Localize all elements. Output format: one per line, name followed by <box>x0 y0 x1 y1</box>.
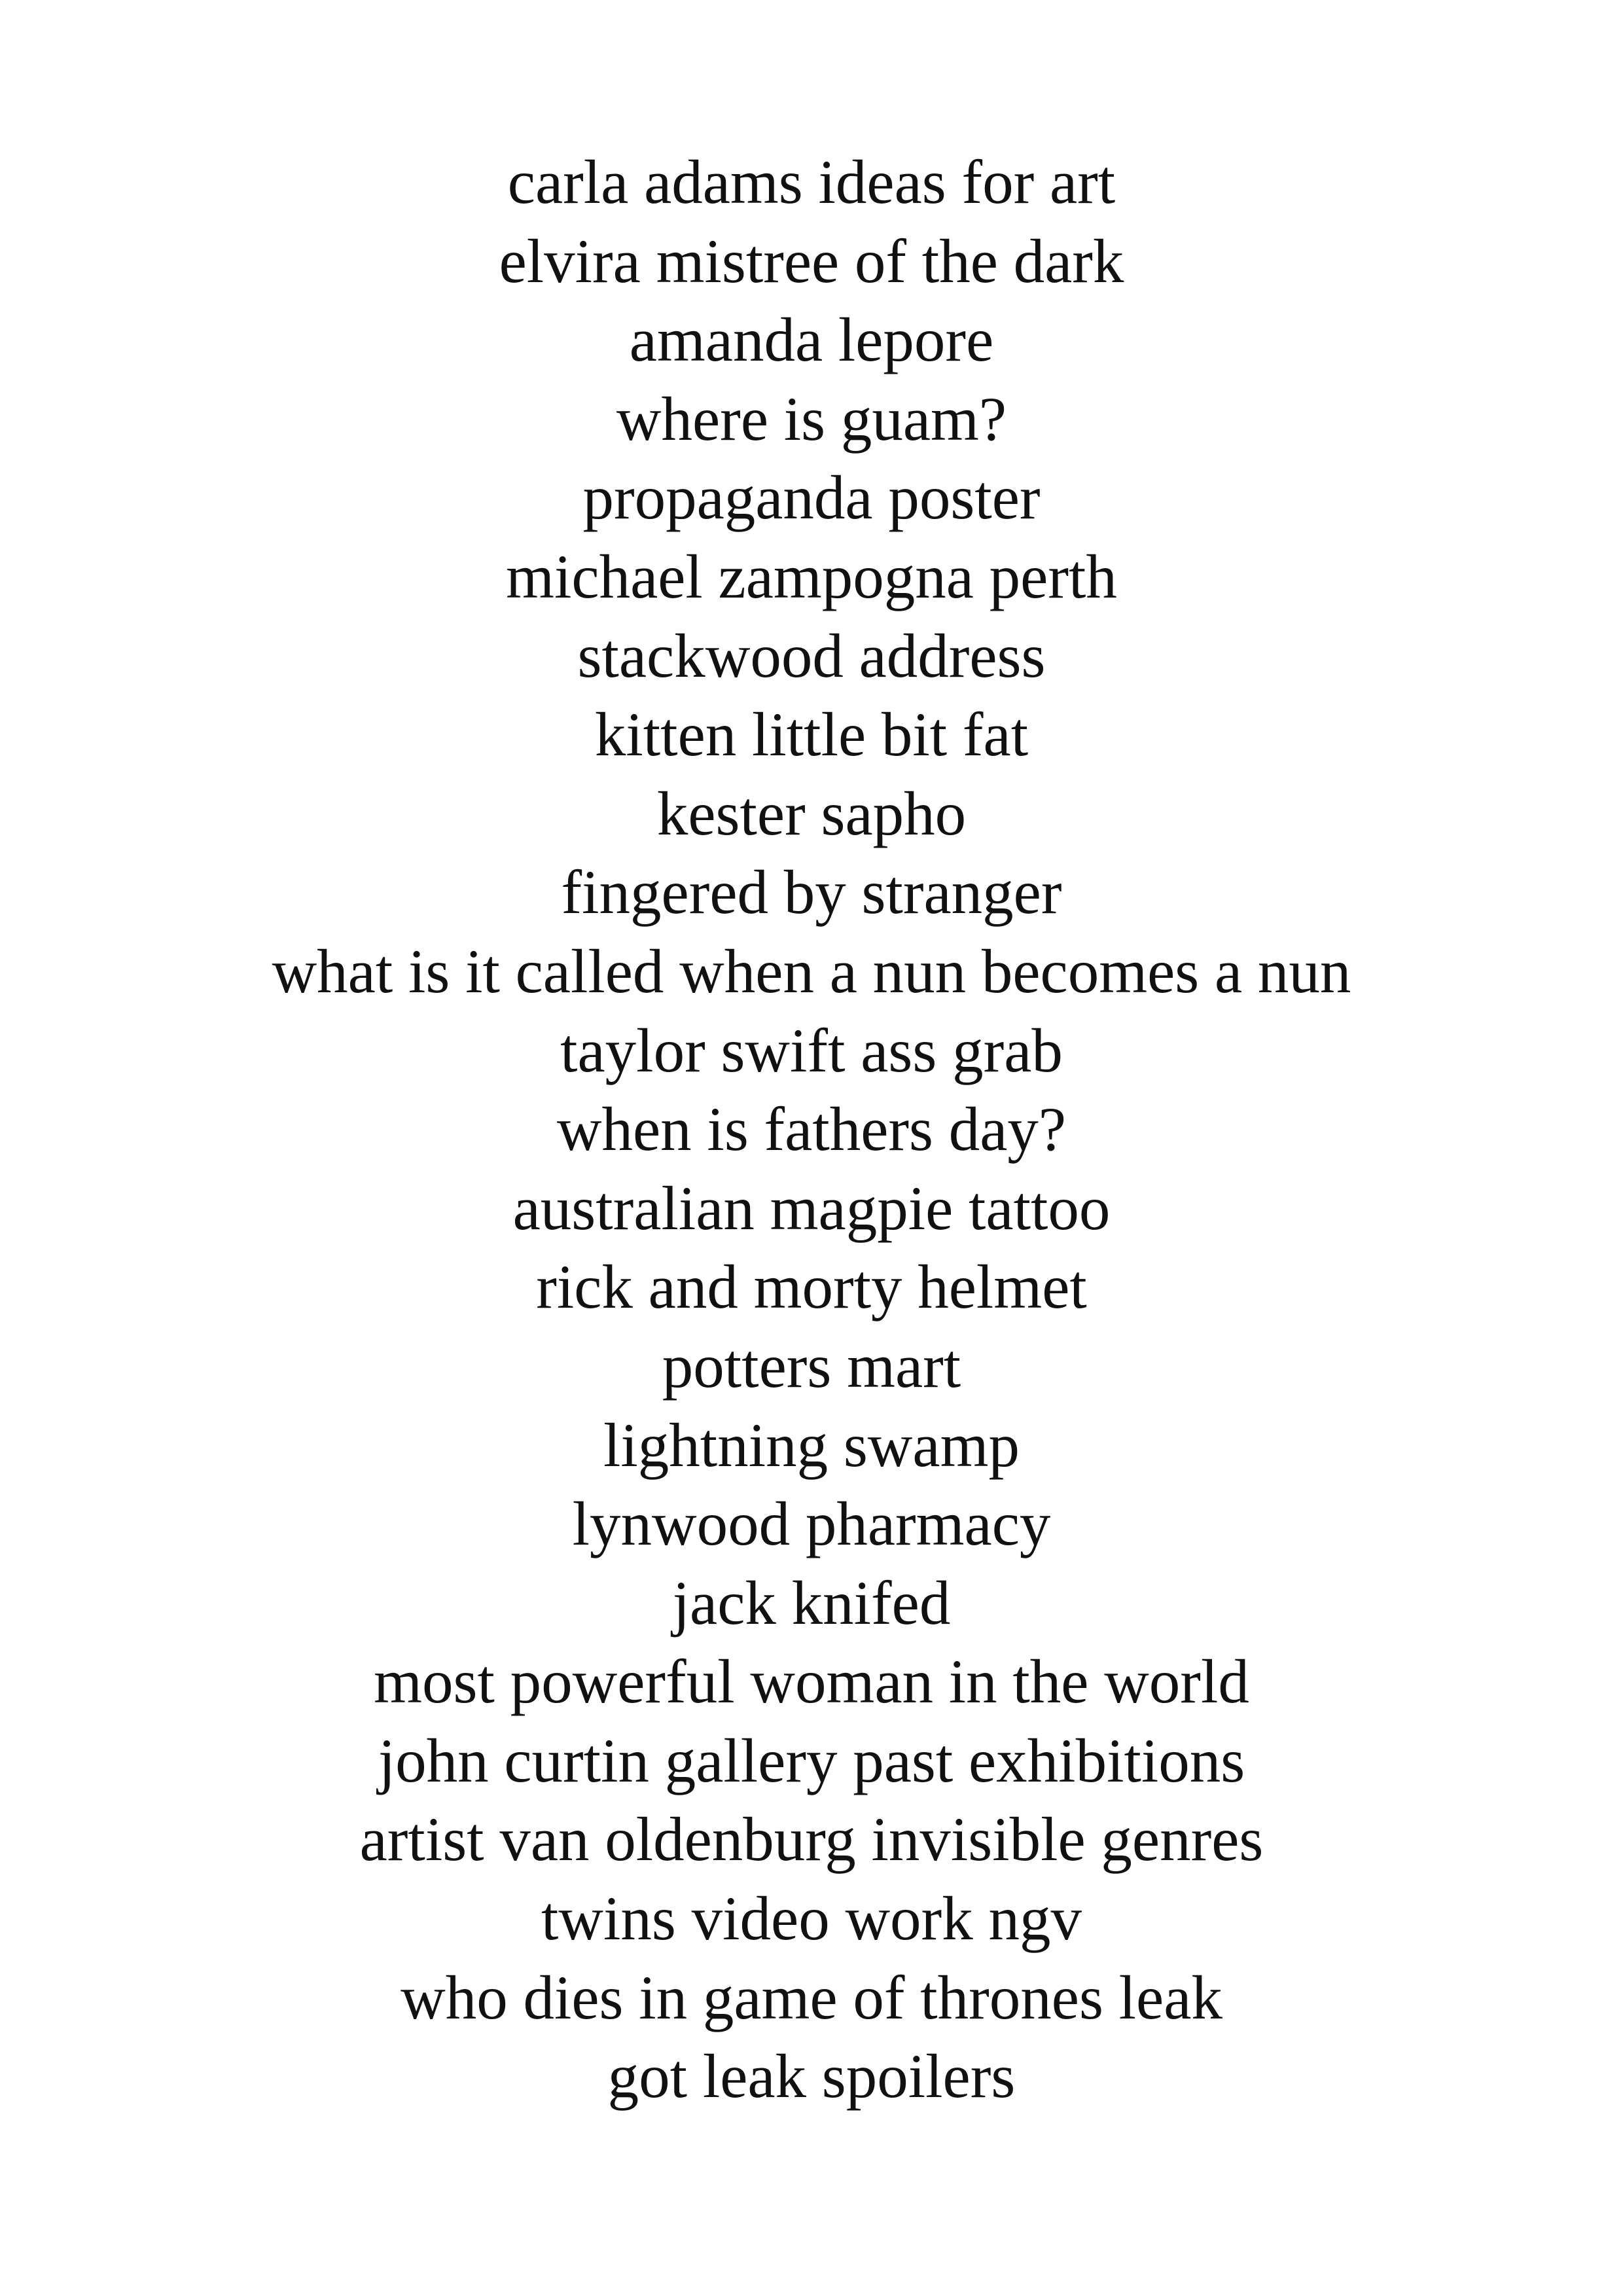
text-line: kester sapho <box>656 778 967 848</box>
text-line: fingered by stranger <box>561 857 1062 927</box>
text-line: john curtin gallery past exhibitions <box>378 1725 1245 1795</box>
text-line: rick and morty helmet <box>536 1252 1087 1322</box>
text-line: propaganda poster <box>582 463 1041 533</box>
text-line: when is fathers day? <box>556 1094 1067 1164</box>
text-line: kitten little bit fat <box>594 700 1029 770</box>
text-line: lightning swamp <box>603 1410 1020 1480</box>
text-line: taylor swift ass grab <box>560 1015 1063 1085</box>
text-line: most powerful woman in the world <box>374 1647 1249 1717</box>
text-line: lynwood pharmacy <box>572 1489 1051 1559</box>
text-line: jack knifed <box>672 1568 951 1638</box>
text-line: elvira mistree of the dark <box>499 226 1124 296</box>
text-line: got leak spoilers <box>607 2041 1016 2111</box>
text-line: stackwood address <box>577 620 1046 691</box>
text-line: amanda lepore <box>629 305 994 375</box>
text-line: twins video work ngv <box>541 1884 1082 1954</box>
search-term-list <box>0 143 1623 2116</box>
text-line: australian magpie tattoo <box>512 1173 1111 1243</box>
text-line: carla adams ideas for art <box>507 147 1116 217</box>
text-line: who dies in game of thrones leak <box>401 1962 1222 2032</box>
text-line: artist van oldenburg invisible genres <box>359 1804 1264 1874</box>
text-line: michael zampogna perth <box>506 541 1117 611</box>
text-line: where is guam? <box>616 384 1007 454</box>
text-line: what is it called when a nun becomes a nun <box>272 936 1351 1006</box>
text-line: potters mart <box>662 1331 961 1401</box>
